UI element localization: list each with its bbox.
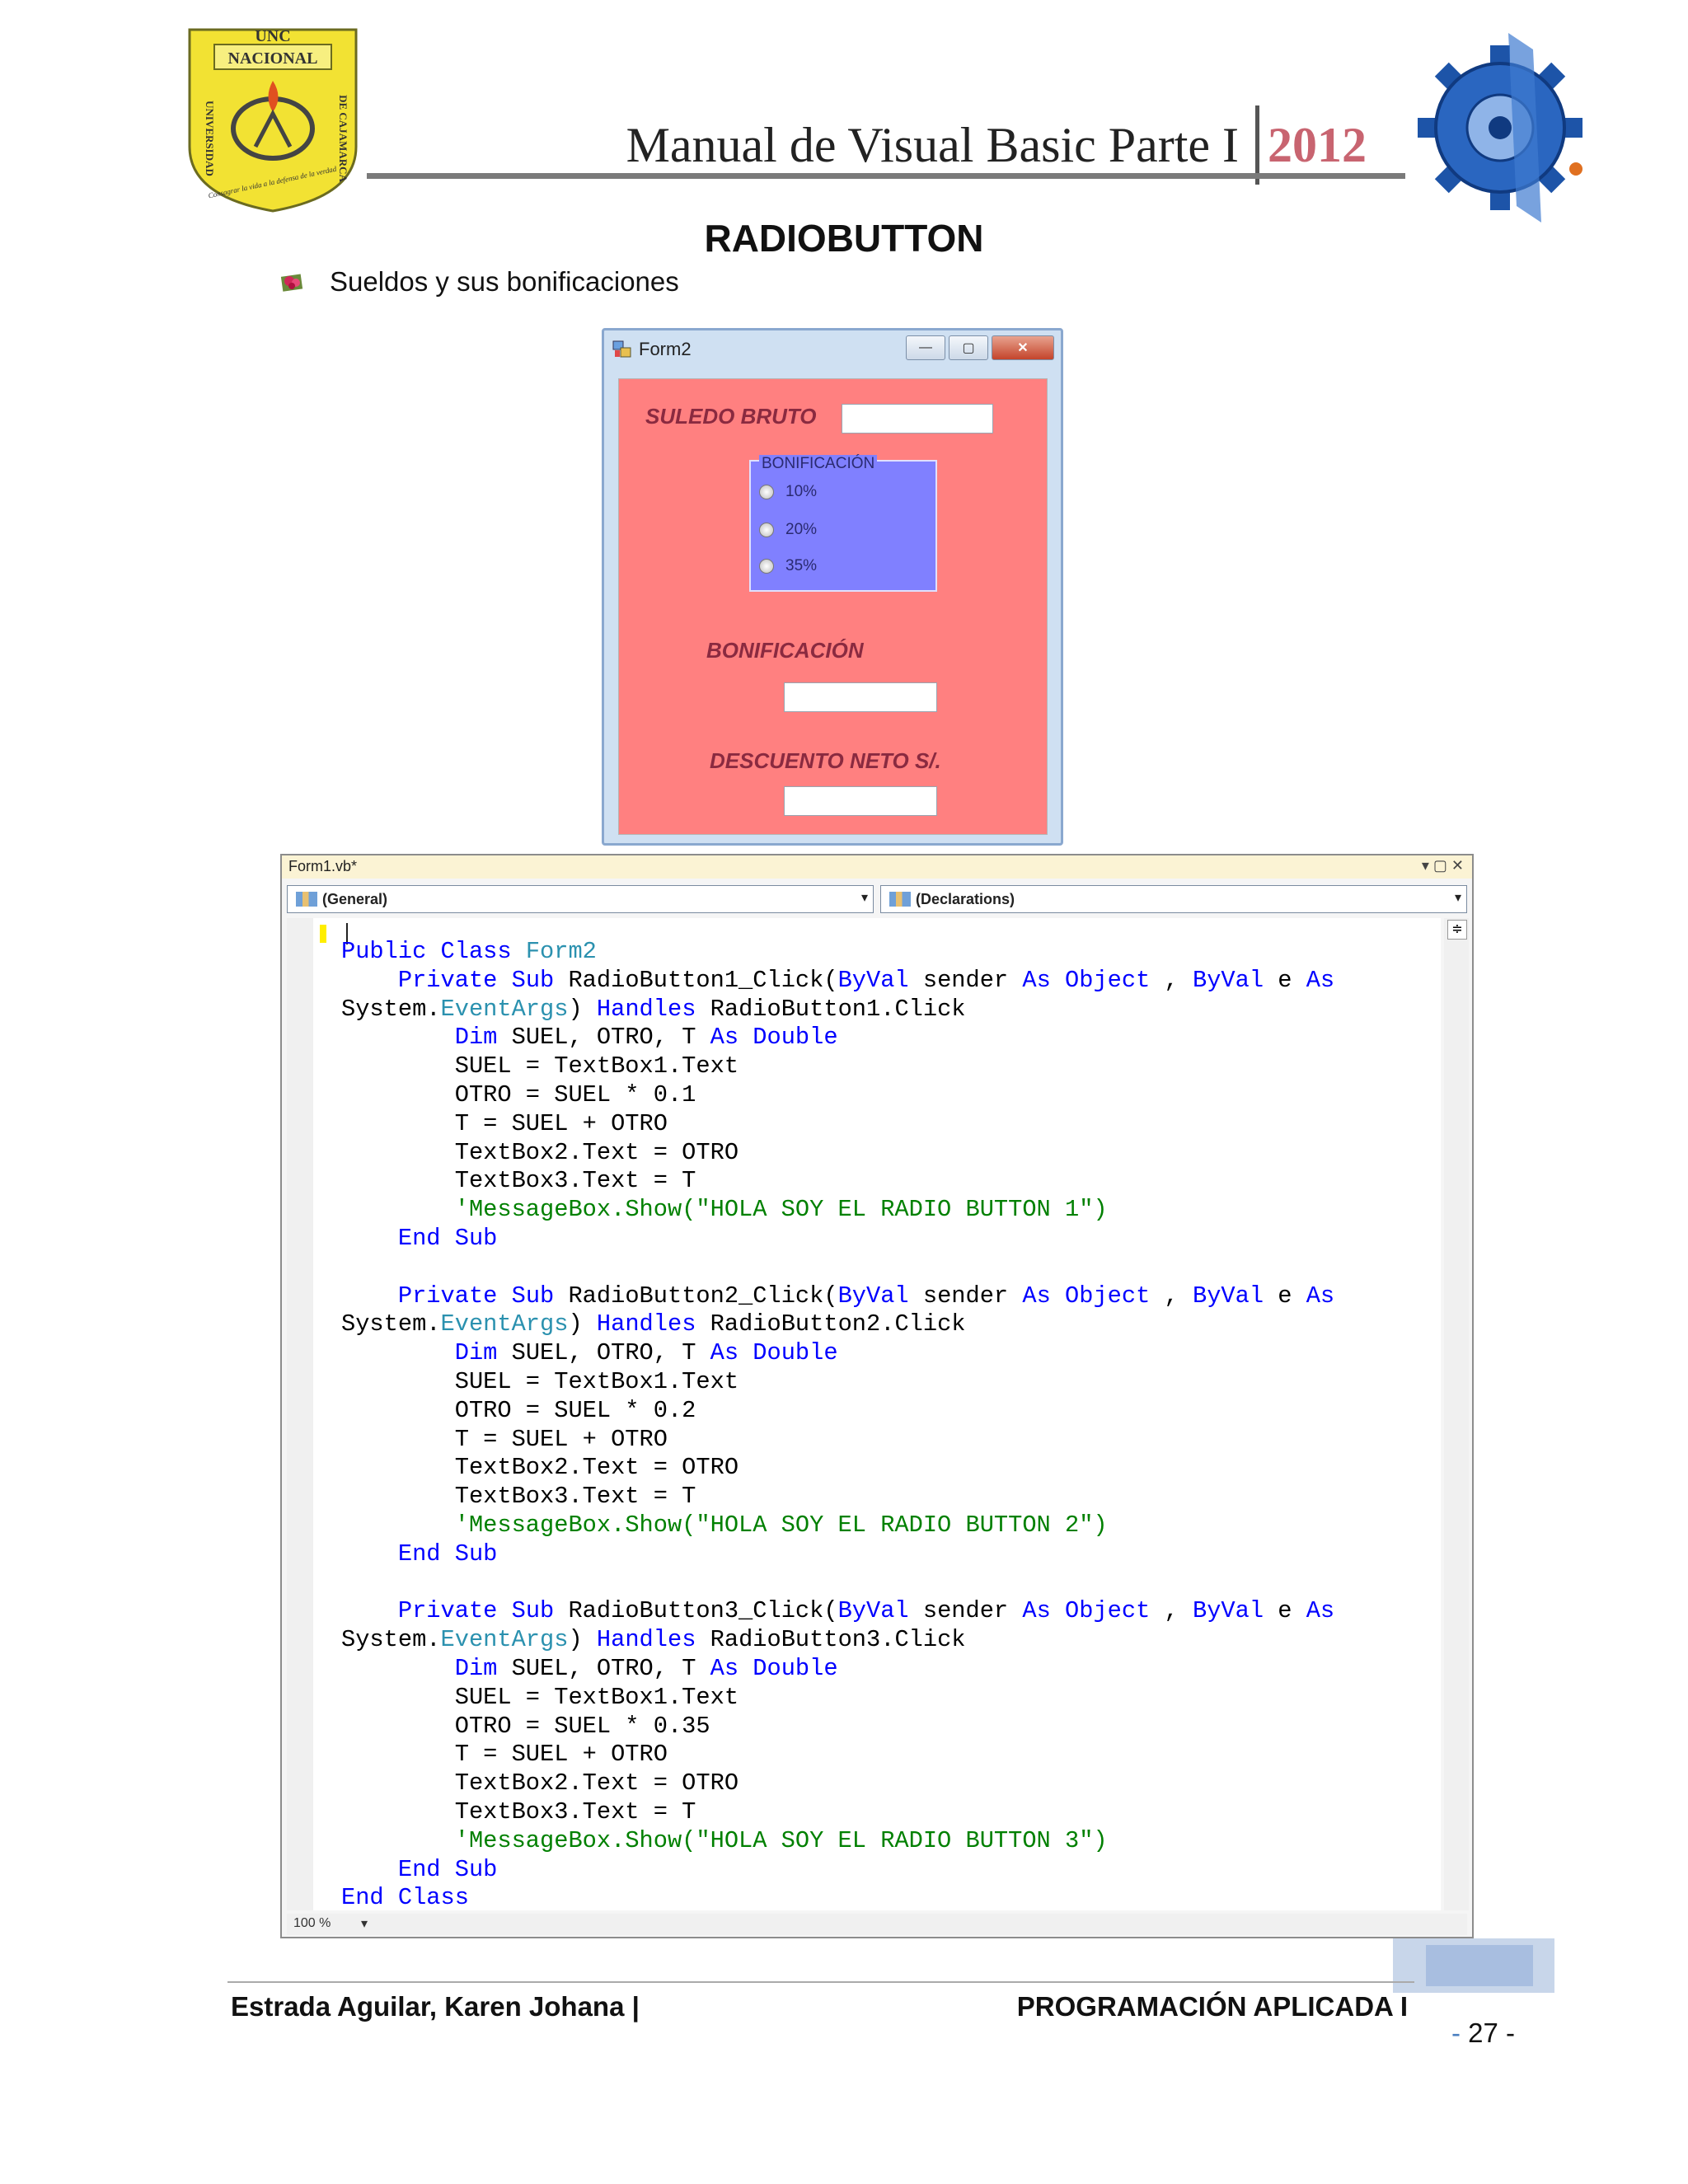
editor-gutter — [287, 918, 313, 1910]
code-line — [341, 1655, 1334, 1684]
code-token: Private Sub — [397, 1282, 569, 1310]
code-line — [341, 1540, 1334, 1569]
radio-circle-icon — [759, 523, 774, 537]
code-token: Dim — [454, 1339, 512, 1367]
university-logo — [181, 23, 364, 214]
radiobutton1[interactable] — [759, 483, 817, 501]
code-line — [341, 1856, 1334, 1885]
code-token: ByVal — [837, 966, 923, 994]
label-sueldo-bruto: SULEDO BRUTO — [645, 404, 817, 429]
code-token: As — [710, 1339, 753, 1367]
code-token: OTRO = SUEL * 0.1 — [341, 1080, 696, 1108]
code-line — [341, 967, 1334, 996]
code-token: T = SUEL + OTRO — [341, 1741, 668, 1769]
textbox1-sueldo[interactable] — [842, 404, 993, 434]
code-line — [341, 1741, 1334, 1769]
page-dash: - — [1506, 2018, 1515, 2048]
code-token: ByVal — [1192, 1597, 1278, 1625]
code-line — [341, 996, 1334, 1024]
radiobutton3[interactable] — [759, 557, 817, 575]
code-line — [341, 1827, 1334, 1856]
member-dropdown[interactable] — [880, 885, 1467, 913]
code-line — [341, 1024, 1334, 1052]
code-token: TextBox3.Text = T — [341, 1167, 696, 1195]
code-token: Form2 — [525, 938, 597, 965]
manual-title: Manual de Visual Basic Parte I — [626, 117, 1239, 172]
code-token: T = SUEL + OTRO — [341, 1109, 668, 1137]
code-token — [341, 1540, 398, 1568]
object-dropdown[interactable] — [287, 885, 874, 913]
svg-text:UNIVERSIDAD: UNIVERSIDAD — [204, 101, 216, 176]
code-token: Dim — [454, 1024, 512, 1052]
code-token: ) — [568, 1626, 597, 1654]
code-line — [341, 1684, 1334, 1713]
code-line — [341, 1483, 1334, 1511]
groupbox-title: BONIFICACIÓN — [759, 455, 877, 473]
svg-text:NACIONAL: NACIONAL — [227, 49, 318, 68]
code-token: e — [1278, 1597, 1306, 1625]
page-number — [1451, 2018, 1515, 2049]
editor-tab[interactable] — [282, 855, 1472, 879]
code-token: Private Sub — [397, 966, 569, 994]
window-controls — [906, 335, 1054, 360]
code-token: T = SUEL + OTRO — [341, 1425, 668, 1453]
code-line — [341, 1196, 1334, 1225]
code-token: , — [1150, 1597, 1193, 1625]
code-token: Dim — [454, 1654, 512, 1682]
page-number-value: 27 — [1460, 2018, 1506, 2048]
footer-rule — [227, 1981, 1414, 1983]
code-token: OTRO = SUEL * 0.2 — [341, 1396, 696, 1424]
code-token: ByVal — [1192, 1282, 1278, 1310]
code-line — [341, 1597, 1334, 1626]
code-token — [341, 1225, 398, 1252]
code-line — [341, 1167, 1334, 1196]
code-token — [341, 1597, 398, 1624]
code-token: TextBox3.Text = T — [341, 1797, 696, 1825]
code-token: SUEL = TextBox1.Text — [341, 1683, 739, 1711]
code-token: TextBox2.Text = OTRO — [341, 1138, 739, 1166]
header-rule — [367, 173, 1405, 179]
radio-circle-icon — [759, 559, 774, 574]
code-token: EventArgs — [440, 1626, 569, 1654]
flower-bullet-icon — [280, 272, 305, 293]
code-token: TextBox2.Text = OTRO — [341, 1454, 739, 1482]
code-token: As — [710, 1024, 753, 1052]
form2-window — [602, 328, 1063, 846]
code-token: RadioButton1_Click( — [568, 966, 838, 994]
code-token: End Sub — [397, 1224, 498, 1252]
bullet-text: Sueldos y sus bonificaciones — [330, 266, 679, 297]
textbox3-descuento[interactable] — [784, 786, 937, 816]
code-token — [341, 1856, 398, 1883]
class-icon — [296, 892, 317, 907]
code-token: As — [1022, 966, 1066, 994]
zoom-dropdown-icon[interactable]: ▾ — [361, 1917, 368, 1931]
code-token: End Sub — [397, 1540, 498, 1568]
code-token: System. — [341, 995, 441, 1023]
code-token: OTRO = SUEL * 0.35 — [341, 1712, 710, 1740]
section-title: RADIOBUTTON — [704, 217, 984, 260]
radio-label: 20% — [785, 521, 818, 538]
code-line — [341, 1569, 1334, 1598]
code-token: RadioButton2_Click( — [568, 1282, 838, 1310]
radio-circle-icon — [759, 485, 774, 499]
code-line — [341, 1254, 1334, 1282]
member-icon — [889, 892, 911, 907]
zoom-level[interactable]: 100 % — [293, 1916, 331, 1930]
vertical-scrollbar[interactable] — [1444, 918, 1469, 1910]
code-token — [341, 1196, 455, 1223]
code-token: SUEL, OTRO, T — [511, 1024, 710, 1052]
code-line — [341, 1454, 1334, 1483]
close-button[interactable]: ✕ — [992, 335, 1054, 360]
code-token: sender — [922, 1597, 1023, 1625]
code-line — [341, 1626, 1334, 1655]
code-token — [341, 1655, 455, 1682]
code-token: sender — [922, 1282, 1023, 1310]
code-token: As — [1306, 1282, 1335, 1310]
editor-tab-controls[interactable]: ▾ ▢ ✕ — [1421, 857, 1464, 874]
groupbox-bonificacion — [749, 455, 937, 592]
code-line — [341, 1397, 1334, 1426]
code-token: Handles — [596, 1626, 710, 1654]
code-line — [341, 1769, 1334, 1798]
code-token: e — [1278, 1282, 1306, 1310]
form-app-icon — [612, 340, 632, 359]
code-token: As — [710, 1654, 753, 1682]
code-line — [341, 1426, 1334, 1455]
code-token: As — [1306, 966, 1335, 994]
code-token: RadioButton2.Click — [710, 1310, 966, 1338]
code-token — [341, 1282, 398, 1310]
label-bonificacion: BONIFICACIÓN — [706, 638, 864, 663]
code-line — [341, 1339, 1334, 1368]
engineering-gear-emblem-icon — [1418, 16, 1591, 223]
code-token: Double — [753, 1339, 838, 1367]
code-token: SUEL, OTRO, T — [511, 1339, 710, 1367]
split-handle-icon[interactable]: ≑ — [1447, 920, 1467, 940]
code-token: ByVal — [1192, 966, 1278, 994]
code-line — [341, 1511, 1334, 1540]
code-token: RadioButton3_Click( — [568, 1597, 838, 1625]
code-token: TextBox3.Text = T — [341, 1483, 696, 1511]
code-token: Double — [753, 1654, 838, 1682]
label-descuento-neto: DESCUENTO NETO S/. — [710, 748, 941, 773]
code-token: RadioButton3.Click — [710, 1626, 966, 1654]
footer-course: PROGRAMACIÓN APLICADA I — [1016, 1991, 1408, 2022]
code-token: SUEL = TextBox1.Text — [341, 1052, 739, 1080]
code-token: ) — [568, 995, 597, 1023]
code-line — [341, 1798, 1334, 1827]
code-line — [341, 938, 1334, 967]
changed-line-marker — [320, 925, 326, 943]
editor-status-strip — [287, 1914, 1467, 1935]
form-titlebar — [612, 339, 692, 360]
code-token — [341, 1024, 455, 1051]
code-line — [341, 1884, 1334, 1913]
code-line — [341, 1310, 1334, 1339]
code-token: As — [1022, 1597, 1066, 1625]
form-title: Form2 — [639, 339, 692, 359]
radiobutton2[interactable] — [759, 521, 817, 539]
page-dash: - — [1451, 2018, 1461, 2048]
member-dropdown-value: (Declarations) — [916, 890, 1015, 907]
code-line — [341, 1713, 1334, 1741]
code-token: Public Class — [341, 938, 526, 965]
code-token: Private Sub — [397, 1597, 569, 1625]
code-token: 'MessageBox.Show("HOLA SOY EL RADIO BUTTON 3") — [454, 1826, 1108, 1854]
code-token: Object — [1065, 1282, 1151, 1310]
year: 2012 — [1268, 117, 1367, 172]
code-token: TextBox2.Text = OTRO — [341, 1769, 739, 1797]
code-token: Double — [753, 1024, 838, 1052]
object-dropdown-value: (General) — [322, 890, 388, 907]
minimize-button[interactable]: — — [906, 335, 945, 360]
code-token: , — [1150, 966, 1193, 994]
code-text-area[interactable] — [287, 918, 1441, 1910]
code-line — [341, 1139, 1334, 1168]
code-token: EventArgs — [440, 995, 569, 1023]
footer-author: Estrada Aguilar, Karen Johana | — [231, 1991, 640, 2022]
code-line — [341, 1052, 1334, 1081]
source-code — [341, 938, 1334, 1913]
code-line — [341, 1110, 1334, 1139]
code-line — [341, 1282, 1334, 1311]
code-token: , — [1150, 1282, 1193, 1310]
code-token: Object — [1065, 1597, 1151, 1625]
code-line — [341, 1368, 1334, 1397]
code-token: End Class — [341, 1884, 469, 1912]
code-token: End Sub — [397, 1855, 498, 1883]
code-line — [341, 1225, 1334, 1254]
svg-text:DE CAJAMARCA: DE CAJAMARCA — [337, 95, 349, 182]
editor-navigation-bar — [287, 885, 1467, 913]
code-token: 'MessageBox.Show("HOLA SOY EL RADIO BUTTON 2") — [454, 1511, 1108, 1539]
code-token: ) — [568, 1310, 597, 1338]
code-line — [341, 1081, 1334, 1110]
svg-text:UNC: UNC — [255, 27, 291, 45]
code-token: As — [1306, 1597, 1335, 1625]
code-token: sender — [922, 966, 1023, 994]
code-token: Handles — [596, 1310, 710, 1338]
code-editor-window — [280, 854, 1474, 1938]
svg-text:Consagrar la vida a la defensa: Consagrar la vida a la defensa de la verdad — [207, 164, 338, 200]
radio-label: 10% — [785, 483, 818, 500]
form-client-area — [618, 378, 1048, 835]
code-token — [341, 967, 398, 994]
code-token: 'MessageBox.Show("HOLA SOY EL RADIO BUTTON 1") — [454, 1196, 1108, 1224]
code-token — [341, 1339, 455, 1366]
code-token — [341, 1511, 455, 1539]
code-token: Handles — [596, 995, 710, 1023]
code-token — [341, 1827, 455, 1854]
textbox2-bonificacion[interactable] — [784, 682, 937, 712]
radio-label: 35% — [785, 557, 818, 574]
maximize-button[interactable]: ▢ — [949, 335, 988, 360]
code-token: SUEL, OTRO, T — [511, 1654, 710, 1682]
editor-tab-title: Form1.vb* — [288, 858, 358, 874]
code-token: System. — [341, 1626, 441, 1654]
code-token: EventArgs — [440, 1310, 569, 1338]
code-token: As — [1022, 1282, 1066, 1310]
code-token: Object — [1065, 966, 1151, 994]
footer-decoration — [1393, 1938, 1554, 1993]
code-token: ByVal — [837, 1597, 923, 1625]
code-token: SUEL = TextBox1.Text — [341, 1367, 739, 1395]
code-token: ByVal — [837, 1282, 923, 1310]
code-token: e — [1278, 966, 1306, 994]
code-token: RadioButton1.Click — [710, 995, 966, 1023]
code-token: System. — [341, 1310, 441, 1338]
